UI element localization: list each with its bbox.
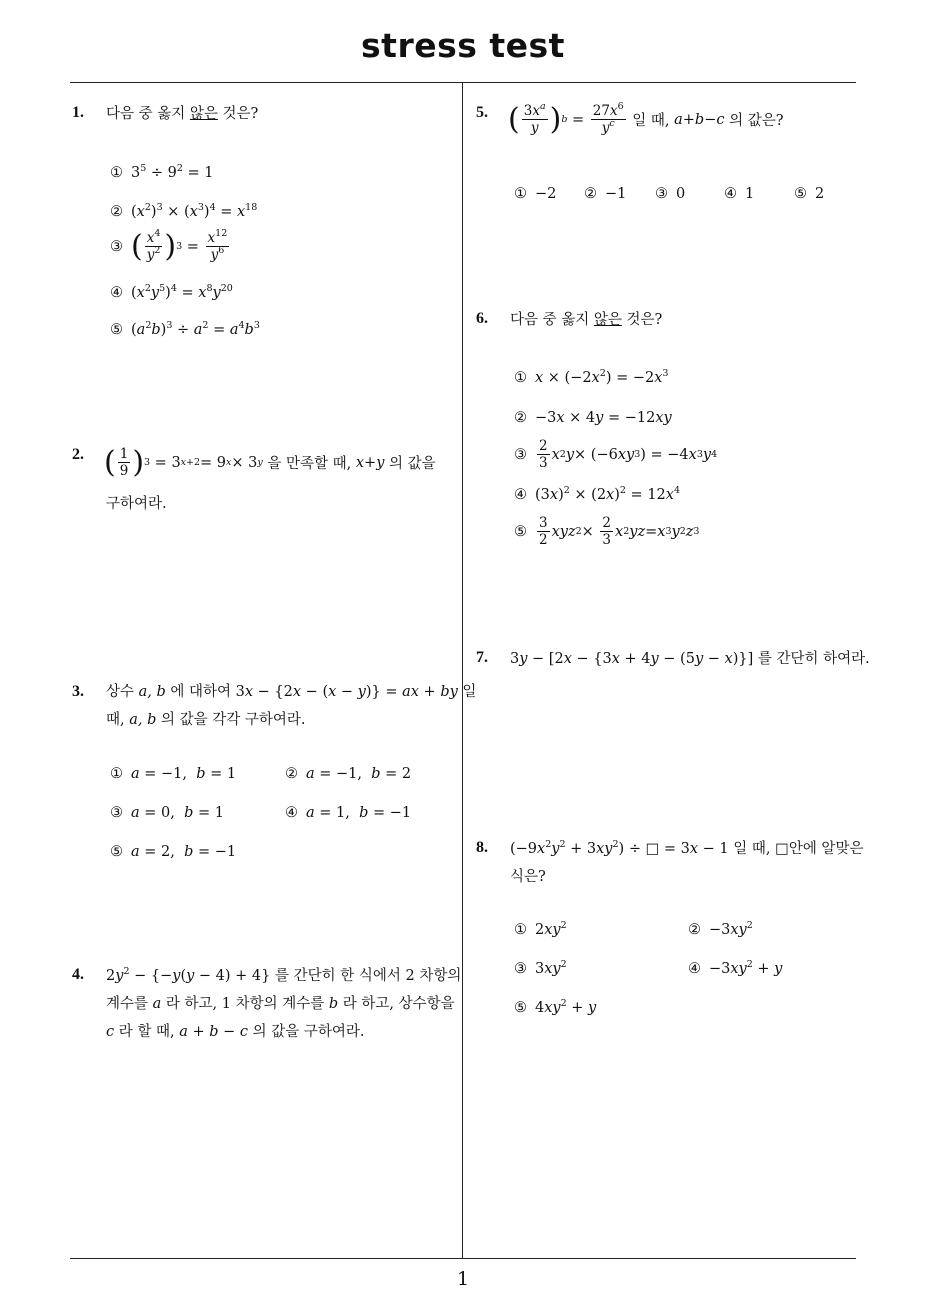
option-1[interactable]: ① $x \times (-2x^2) = -2x^3$ [514, 368, 669, 386]
option-4[interactable]: ④ $(3x)^2 \times (2x)^2 = 12x^4$ [514, 485, 681, 503]
option-4[interactable]: ④ 1 [724, 186, 755, 202]
option-1[interactable]: ① $3^5 \div 9^2 = 1$ [110, 163, 214, 181]
top-rule [70, 82, 856, 83]
question-text: ( $\frac{1}{9}$ ) 3 = 3 x+2 = 9 x × 3 y 을 만족할 때, x + y 의 값을 [104, 444, 436, 480]
question-text-cont: 구하여라. [106, 496, 167, 512]
question-text: 다음 중 옳지 않은 것은? [510, 312, 663, 328]
option-5[interactable]: ⑤ $\frac{3}{2}$ xyz 2 × $\frac{2}{3}$ x 2 yz = x 3 y 2 z 3 [514, 515, 700, 548]
option-1[interactable]: ① −2 [514, 186, 557, 202]
question-number: 2. [72, 446, 84, 463]
option-1[interactable]: ① a = −1, b = 1 [110, 766, 237, 782]
option-5[interactable]: ⑤ 2 [794, 186, 825, 202]
question-text: 다음 중 옳지 않은 것은? [106, 106, 259, 122]
question-text: $(-9x^2y^2 + 3xy^2)$ ÷ □ = 3x − 1 일 때, □안에 알맞은 식은? [510, 839, 864, 885]
question-number: 7. [476, 649, 488, 666]
question-text: ( $\frac{3x^a}{y}$ ) b = $\frac{27x^6}{y^c}$ 일 때, a + b − c 의 값은? [508, 101, 784, 137]
bottom-rule [70, 1258, 856, 1259]
question-number: 3. [72, 683, 84, 700]
option-3[interactable]: ③ 0 [655, 186, 686, 202]
option-2[interactable]: ② a = −1, b = 2 [285, 766, 412, 782]
option-2[interactable]: ② −1 [584, 186, 627, 202]
question-number: 6. [476, 310, 488, 327]
question-number: 4. [72, 966, 84, 983]
option-3[interactable]: ③ ( $\frac{x^4}{y^2}$ ) 3 = $\frac{x^{12}}{y^6}$ [110, 228, 228, 264]
option-2[interactable]: ② $(x^2)^3 \times (x^3)^4 = x^{18}$ [110, 202, 258, 220]
option-3[interactable]: ③ a = 0, b = 1 [110, 805, 224, 821]
option-4[interactable]: ④ $(x^2y^5)^4 = x^8y^{20}$ [110, 283, 233, 301]
option-2[interactable]: ② $-3xy^2$ [688, 920, 753, 938]
option-5[interactable]: ⑤ a = 2, b = −1 [110, 844, 237, 860]
column-divider [462, 83, 463, 1258]
option-5[interactable]: ⑤ $(a^2b)^3 \div a^2 = a^4b^3$ [110, 320, 260, 338]
question-text: $2y^2 - \{-y(y - 4) + 4\}$ 를 간단히 한 식에서 2 차항의 계수를 a 라 하고, 1 차항의 계수를 b 라 하고, 상수항을 c 라 할 때, a + b − c 의 값을 구하여라. [106, 966, 462, 1040]
option-4[interactable]: ④ a = 1, b = −1 [285, 805, 412, 821]
option-4[interactable]: ④ $-3xy^2 + y$ [688, 959, 783, 977]
option-3[interactable]: ③ $3xy^2$ [514, 959, 567, 977]
question-text: 상수 a, b 에 대하여 3x − {2x − (x − y)} = ax + by 일 때, a, b 의 값을 각각 구하여라. [106, 684, 477, 728]
question-number: 8. [476, 839, 488, 856]
page-number: 1 [456, 1268, 470, 1290]
question-number: 1. [72, 104, 84, 121]
option-5[interactable]: ⑤ $4xy^2 + y$ [514, 998, 597, 1016]
option-2[interactable]: ② −3x × 4y = −12xy [514, 410, 672, 426]
question-number: 5. [476, 104, 488, 121]
page-title: stress test [361, 26, 565, 65]
option-3[interactable]: ③ $\frac{2}{3}$ x 2 y × (−6 xy 3 ) = −4 x 3 y 4 [514, 438, 718, 471]
question-text: 3y − [2x − {3x + 4y − (5y − x)}] 를 간단히 하여라. [510, 651, 870, 667]
option-1[interactable]: ① $2xy^2$ [514, 920, 567, 938]
